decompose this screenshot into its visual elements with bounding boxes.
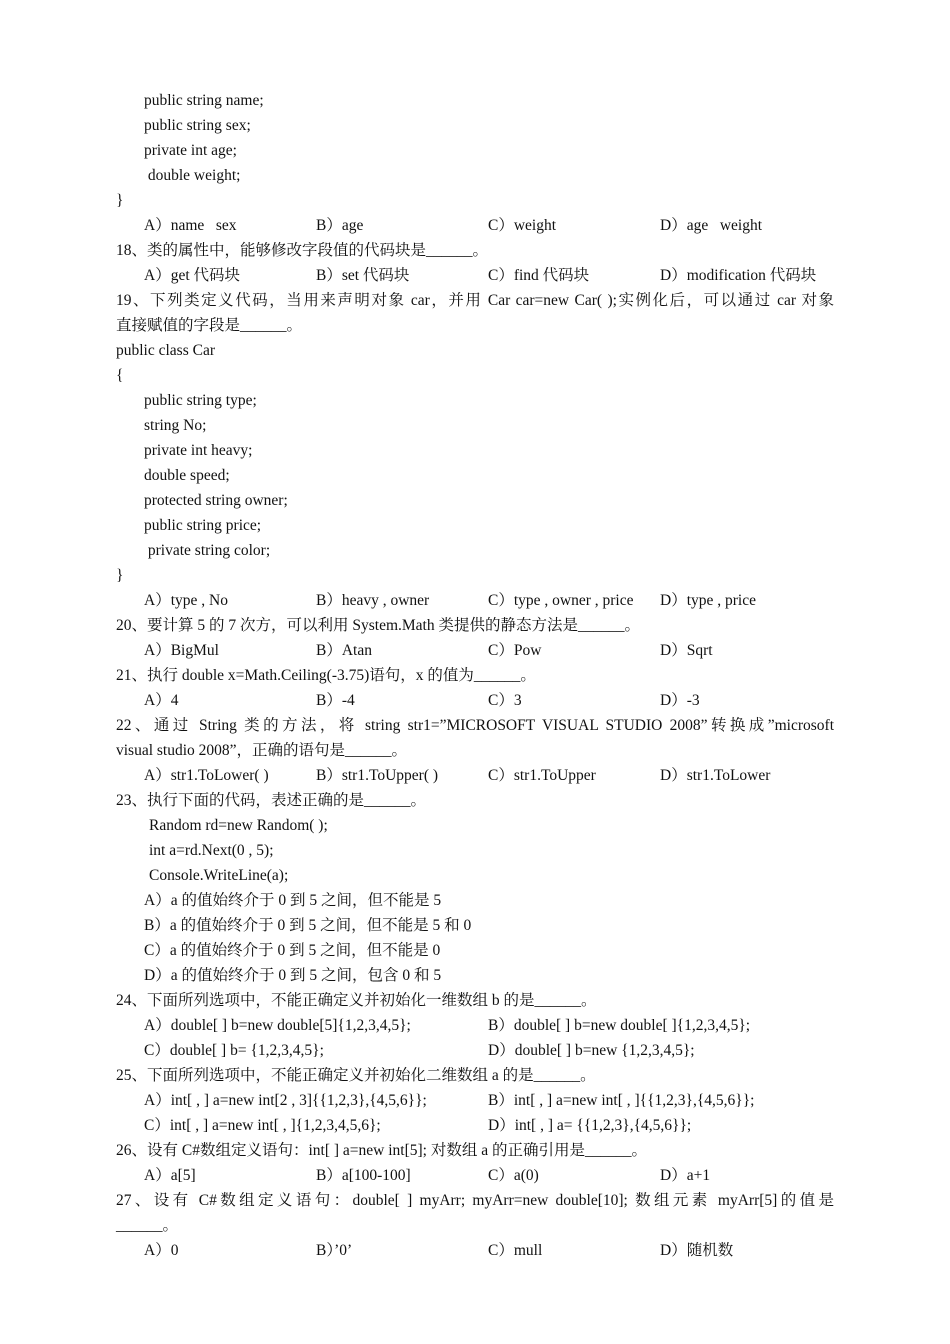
q19-option-d: D）type , price [660, 592, 756, 609]
q21-option-c: C）3 [488, 692, 522, 709]
q26-options [116, 1163, 834, 1188]
code-brace: } [116, 567, 124, 584]
q18-option-c: C）find 代码块 [488, 267, 590, 284]
q18-option-d: D）modification 代码块 [660, 267, 817, 284]
q19-class-decl: public class Car [116, 342, 216, 359]
q24-options-row2 [116, 1038, 834, 1063]
q21-option-a: A）4 [144, 692, 179, 709]
q24-stem: 24、下面所列选项中，不能正确定义并初始化一维数组 b 的是______。 [116, 992, 597, 1009]
q27-option-c: C）mull [488, 1242, 543, 1259]
q27-option-d: D）随机数 [660, 1242, 734, 1259]
q20-option-a: A）BigMul [144, 642, 219, 659]
q20-options [116, 638, 834, 663]
q22-option-d: D）str1.ToLower [660, 767, 771, 784]
q19-stem-line1: 19、下列类定义代码，当用来声明对象 car，并用 Car car=new Car( );实例化后，可以通过 car 对象 [116, 292, 834, 309]
q19-stem-line2: 直接赋值的字段是______。 [116, 317, 303, 334]
q19-option-c: C）type , owner , price [488, 592, 634, 609]
code-line: public string price; [144, 517, 262, 534]
q23-option-a: A）a 的值始终介于 0 到 5 之间，但不能是 5 [144, 892, 442, 909]
q20-option-d: D）Sqrt [660, 642, 713, 659]
code-line: string No; [144, 417, 207, 434]
code-line: double speed; [144, 467, 230, 484]
q20-stem: 20、要计算 5 的 7 次方，可以利用 System.Math 类提供的静态方法是______。 [116, 617, 640, 634]
q22-option-c: C）str1.ToUpper [488, 767, 596, 784]
code-line: double weight; [144, 167, 241, 184]
code-line: private int age; [144, 142, 237, 159]
q27-stem-line2: ______。 [116, 1217, 179, 1234]
q21-stem: 21、执行 double x=Math.Ceiling(-3.75)语句，x 的值为______。 [116, 667, 536, 684]
q22-option-b: B）str1.ToUpper( ) [316, 767, 439, 784]
code-line: private int heavy; [144, 442, 253, 459]
q22-stem-line2: visual studio 2008”，正确的语句是______。 [116, 742, 408, 759]
q26-stem: 26、设有 C#数组定义语句：int[ ] a=new int[5]; 对数组 a 的正确引用是______。 [116, 1142, 647, 1159]
code-brace: } [116, 192, 124, 209]
q20-option-c: C）Pow [488, 642, 542, 659]
code-brace: { [116, 367, 124, 384]
q17-option-b: B）age [316, 217, 364, 234]
q25-option-d: D）int[ , ] a= {{1,2,3},{4,5,6}}; [488, 1117, 692, 1134]
q25-option-a: A）int[ , ] a=new int[2 , 3]{{1,2,3},{4,5,6}}; [144, 1092, 427, 1109]
q26-option-d: D）a+1 [660, 1167, 711, 1184]
q25-option-b: B）int[ , ] a=new int[ , ]{{1,2,3},{4,5,6}}; [488, 1092, 755, 1109]
q21-option-b: B）-4 [316, 692, 355, 709]
q18-stem: 18、类的属性中，能够修改字段值的代码块是______。 [116, 242, 489, 259]
q24-option-d: D）double[ ] b=new {1,2,3,4,5}; [488, 1042, 695, 1059]
q23-option-d: D）a 的值始终介于 0 到 5 之间，包含 0 和 5 [144, 967, 442, 984]
q21-options [116, 688, 834, 713]
code-line: Console.WriteLine(a); [149, 867, 289, 884]
q22-option-a: A）str1.ToLower( ) [144, 767, 269, 784]
code-line: public string type; [144, 392, 257, 409]
code-line: private string color; [144, 542, 271, 559]
q23-option-b: B）a 的值始终介于 0 到 5 之间，但不能是 5 和 0 [144, 917, 472, 934]
q19-options [116, 588, 834, 613]
q17-options [116, 213, 834, 238]
q18-option-b: B）set 代码块 [316, 267, 410, 284]
q26-option-a: A）a[5] [144, 1167, 196, 1184]
q23-option-c: C）a 的值始终介于 0 到 5 之间，但不能是 0 [144, 942, 441, 959]
q17-option-c: C）weight [488, 217, 557, 234]
page-content [116, 88, 834, 1263]
q24-option-c: C）double[ ] b= {1,2,3,4,5}; [144, 1042, 324, 1059]
q24-options-row1 [116, 1013, 834, 1038]
q26-option-b: B）a[100-100] [316, 1167, 411, 1184]
code-line: public string name; [144, 92, 264, 109]
q20-option-b: B）Atan [316, 642, 372, 659]
q17-option-a: A）name sex [144, 217, 237, 234]
q24-option-b: B）double[ ] b=new double[ ]{1,2,3,4,5}; [488, 1017, 751, 1034]
q23-stem: 23、执行下面的代码，表述正确的是______。 [116, 792, 427, 809]
q26-option-c: C）a(0) [488, 1167, 539, 1184]
code-line: protected string owner; [144, 492, 288, 509]
q25-option-c: C）int[ , ] a=new int[ , ]{1,2,3,4,5,6}; [144, 1117, 381, 1134]
q27-stem-line1: 27、设有 C#数组定义语句：double[ ] myArr; myArr=new double[10]; 数组元素 myArr[5]的值是 [116, 1192, 834, 1209]
q24-option-a: A）double[ ] b=new double[5]{1,2,3,4,5}; [144, 1017, 411, 1034]
q17-option-d: D）age weight [660, 217, 763, 234]
q22-stem-line1: 22、通过 String 类的方法，将 string str1=”MICROSOFT VISUAL STUDIO 2008”转换成”microsoft [116, 717, 834, 734]
q22-options [116, 763, 834, 788]
q25-options-row1 [116, 1088, 834, 1113]
q25-stem: 25、下面所列选项中，不能正确定义并初始化二维数组 a 的是______。 [116, 1067, 596, 1084]
q19-option-a: A）type , No [144, 592, 228, 609]
q25-options-row2 [116, 1113, 834, 1138]
q27-options [116, 1238, 834, 1263]
code-line: int a=rd.Next(0 , 5); [149, 842, 274, 859]
q19-option-b: B）heavy , owner [316, 592, 430, 609]
q27-option-a: A）0 [144, 1242, 179, 1259]
code-line: public string sex; [144, 117, 251, 134]
q27-option-b: B）’0’ [316, 1242, 353, 1259]
q18-options [116, 263, 834, 288]
q18-option-a: A）get 代码块 [144, 267, 241, 284]
code-line: Random rd=new Random( ); [149, 817, 328, 834]
q21-option-d: D）-3 [660, 692, 700, 709]
